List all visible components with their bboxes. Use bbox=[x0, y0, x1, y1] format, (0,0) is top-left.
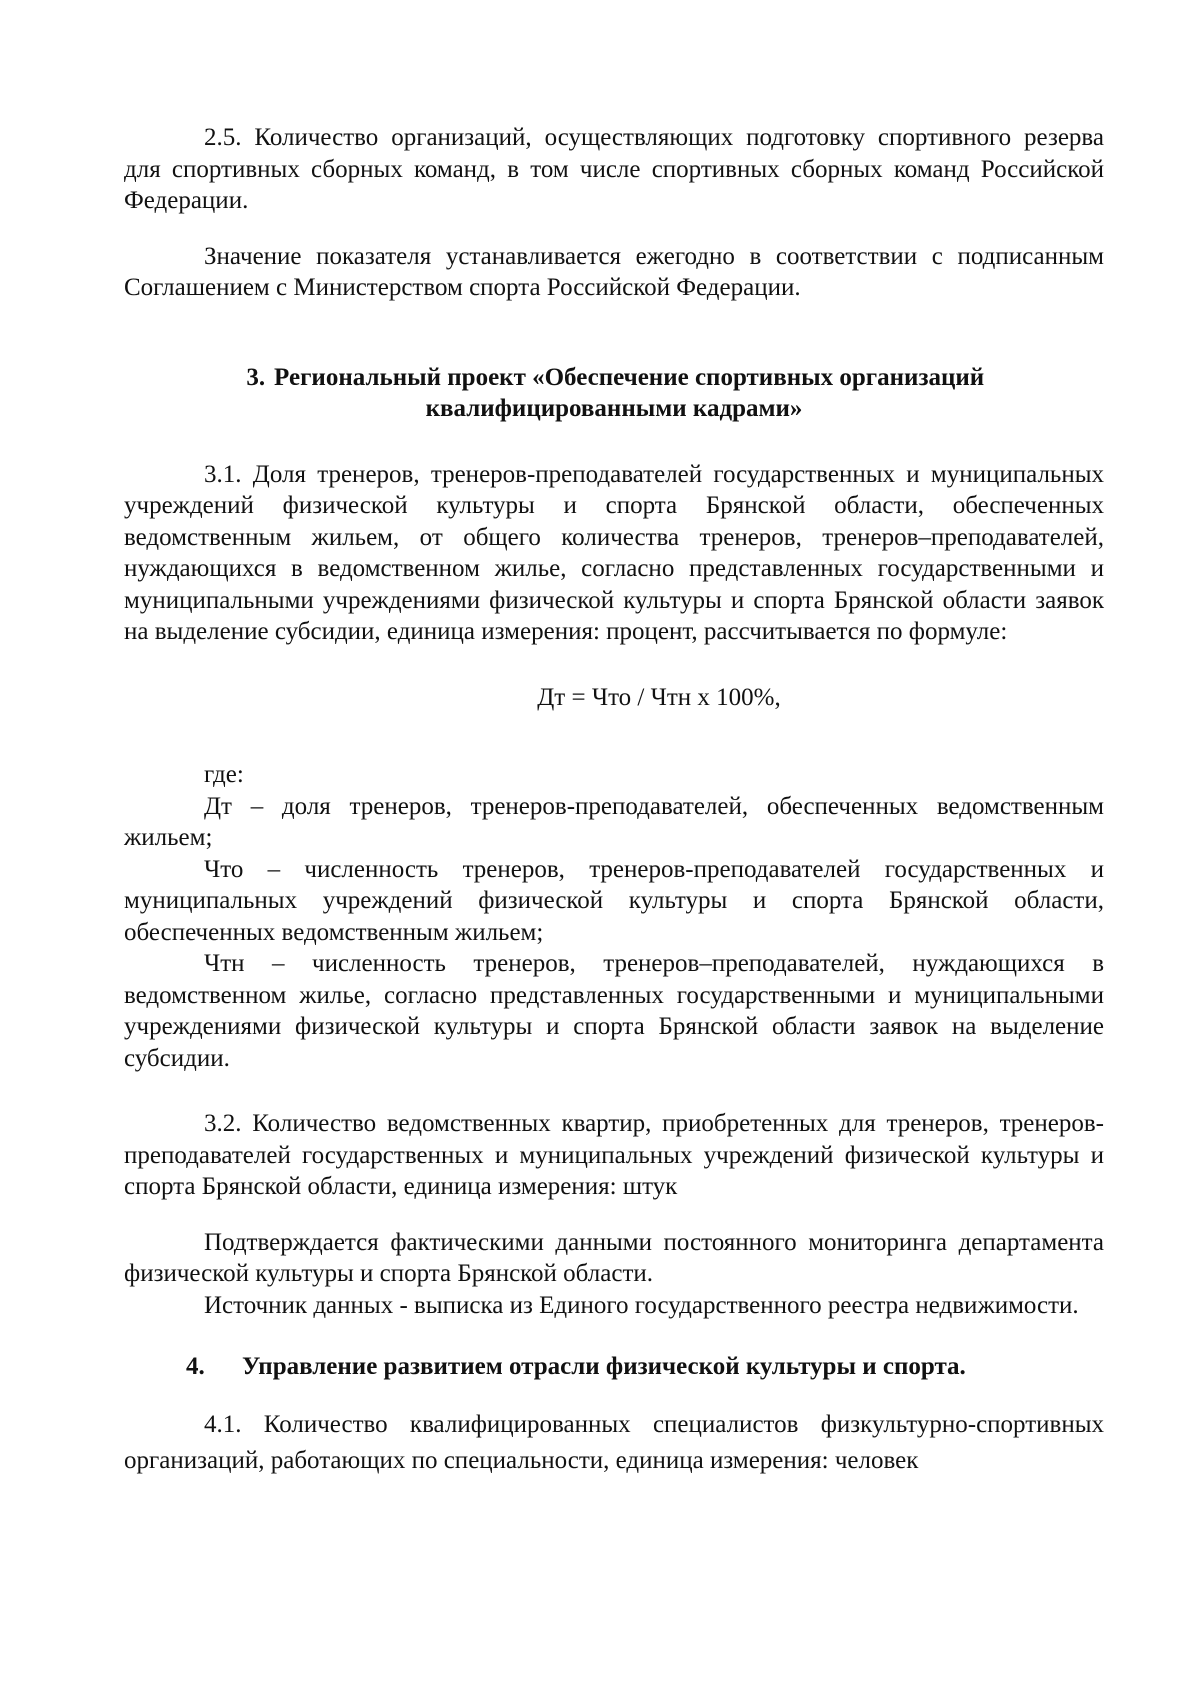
definition-cho: Что – численность тренеров, тренеров-преподавателей государственных и муниципальных учреждений физической культуры и спорта Брянской области, обеспеченных ведомственным жильем; bbox=[124, 855, 1104, 946]
paragraph-3-1: 3.1. Доля тренеров, тренеров-преподавателей государственных и муниципальных учреждений физической культуры и спорта Брянской области, обеспеченных ведомственным жильем, от общего количества тренеров, тренеров–преподавателей, нуждающихся в ведомственном жилье, согласно представленных государственными и муниципальными учреждениями физической культуры и спорта Брянской области заявок на выделение субсидии, единица измерения: процент, рассчитывается по формуле: bbox=[124, 460, 1104, 645]
paragraph-indicator-value: Значение показателя устанавливается ежегодно в соответствии с подписанным Соглашением с Министерством спорта Российской Федерации. bbox=[124, 242, 1104, 301]
section-4-heading bbox=[124, 1351, 1104, 1383]
formula: Дт = Что / Чтн х 100%, bbox=[537, 683, 781, 711]
document-page bbox=[124, 122, 1104, 1479]
section-3-number: 3. bbox=[246, 363, 266, 391]
definition-dt: Дт – доля тренеров, тренеров-преподавателей, обеспеченных ведомственным жильем; bbox=[124, 792, 1104, 851]
paragraph-3-2: 3.2. Количество ведомственных квартир, приобретенных для тренеров, тренеров-преподавателей государственных и муниципальных учреждений физической культуры и спорта Брянской области, единица измерения: штук bbox=[124, 1110, 1104, 1200]
definition-chn: Чтн – численность тренеров, тренеров–преподавателей, нуждающихся в ведомственном жилье, согласно представленных государственными и муниципальными учреждениями физической культуры и спорта Брянской области заявок на выделение субсидии. bbox=[124, 950, 1104, 1072]
section-4-title: Управление развитием отрасли физической культуры и спорта. bbox=[242, 1353, 966, 1380]
where-label: где: bbox=[204, 761, 244, 788]
section-3-title-line1: Региональный проект «Обеспечение спортивных организаций bbox=[274, 363, 985, 391]
paragraph-2-5: 2.5. Количество организаций, осуществляющих подготовку спортивного резерва для спортивных сборных команд, в том числе спортивных сборных команд Российской Федерации. bbox=[124, 124, 1104, 214]
section-3-title-line2: квалифицированными кадрами» bbox=[425, 395, 803, 422]
paragraph-data-source: Источник данных - выписка из Единого государственного реестра недвижимости. bbox=[204, 1291, 1079, 1319]
section-4-number: 4. bbox=[186, 1353, 205, 1380]
paragraph-confirmation: Подтверждается фактическими данными постоянного мониторинга департамента физической культуры и спорта Брянской области. bbox=[124, 1228, 1104, 1287]
paragraph-4-1: 4.1. Количество квалифицированных специалистов физкультурно-спортивных организаций, работающих по специальности, единица измерения: человек bbox=[124, 1410, 1104, 1474]
section-3-heading bbox=[124, 362, 1104, 425]
